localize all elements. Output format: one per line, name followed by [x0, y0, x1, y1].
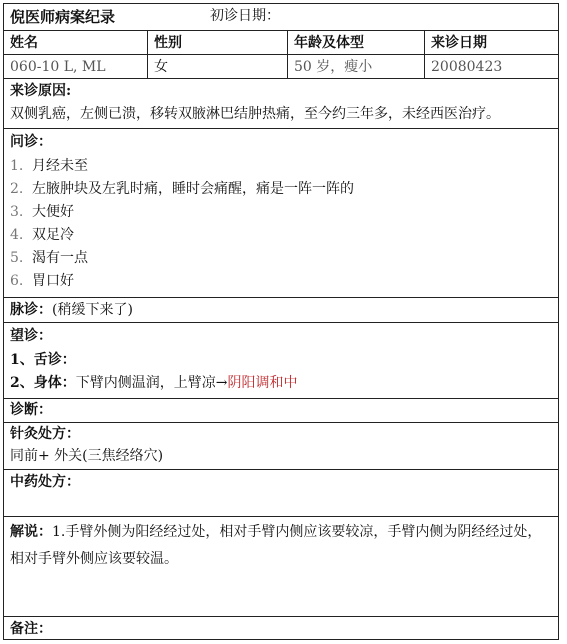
- inquiry-item-number: 1.: [10, 158, 24, 174]
- pulse-label: 脉诊：: [10, 302, 52, 318]
- inquiry-item: [4, 224, 558, 247]
- inquiry-label: 问诊：: [10, 134, 52, 150]
- inquiry-item: [4, 201, 558, 224]
- inspection-label: 望诊：: [10, 328, 52, 344]
- herbal-section: [4, 469, 558, 516]
- case-record-sheet: [3, 3, 559, 640]
- inquiry-item: [4, 155, 558, 178]
- inquiry-item-text: 左腋肿块及左乳时痛，睡时会痛醒，痛是一阵一阵的: [32, 181, 354, 197]
- explanation-label: 解说：: [10, 524, 52, 540]
- inquiry-item: [4, 178, 558, 201]
- patient-table-values: [4, 54, 558, 78]
- remarks-section: [4, 616, 558, 639]
- inspection-section: [4, 322, 558, 398]
- inquiry-item-text: 渴有一点: [32, 250, 88, 266]
- inquiry-item-text: 双足冷: [32, 227, 74, 243]
- pulse-line: [4, 298, 558, 322]
- diagnosis-label: 诊断：: [10, 402, 52, 418]
- header-age-build: 年龄及体型: [287, 31, 424, 54]
- inquiry-item-text: 大便好: [32, 204, 74, 220]
- remarks-label: 备注：: [10, 621, 52, 637]
- explanation-section: [4, 516, 558, 616]
- inquiry-item: [4, 247, 558, 270]
- value-sex: 女: [147, 55, 287, 78]
- header-name: 姓名: [10, 35, 38, 51]
- inquiry-item: [4, 270, 558, 293]
- body-inspection-line: [4, 372, 558, 395]
- inquiry-item-text: 胃口好: [32, 273, 74, 289]
- record-title: 倪医师病案纪录: [10, 8, 116, 26]
- inquiry-item-text: 月经未至: [32, 158, 88, 174]
- pulse-section: [4, 297, 558, 322]
- explanation-paragraph: [4, 517, 558, 575]
- first-visit-date-label: 初诊日期：: [210, 8, 280, 24]
- diagnosis-section: [4, 398, 558, 422]
- herbal-label: 中药处方：: [10, 474, 80, 490]
- header-visit-date: 来诊日期: [424, 31, 558, 54]
- body-text: 下臂内侧温润，上臂凉: [75, 375, 216, 391]
- inquiry-item-number: 3.: [10, 204, 24, 220]
- reason-section: [4, 78, 558, 128]
- inquiry-item-number: 5.: [10, 250, 24, 266]
- inquiry-item-number: 4.: [10, 227, 24, 243]
- inquiry-item-number: 6.: [10, 273, 24, 289]
- balance-conclusion: 阴阳调和中: [227, 375, 298, 391]
- inquiry-item-number: 2.: [10, 181, 24, 197]
- acupuncture-text: 同前+ 外关(三焦经络穴): [10, 448, 164, 464]
- reason-label: 来诊原因:: [10, 83, 72, 99]
- acupuncture-label: 针灸处方：: [10, 426, 80, 442]
- title-row: [4, 4, 558, 30]
- pulse-text: (稍缓下来了): [52, 302, 133, 318]
- inquiry-section: [4, 128, 558, 297]
- explanation-text: 1.手臂外侧为阳经经过处，相对手臂内侧应该要较凉，手臂内侧为阴经经过处，相对手臂外侧应该要较温。: [10, 524, 542, 567]
- arrow-right-icon: →: [215, 375, 228, 391]
- value-name: 060-10 L, ML: [10, 59, 106, 75]
- tongue-label: 1、舌诊：: [10, 352, 76, 368]
- acupuncture-section: [4, 422, 558, 469]
- body-label: 2、身体：: [10, 375, 76, 391]
- value-visit-date: 20080423: [424, 55, 558, 78]
- value-age-build: 50 岁，瘦小: [287, 55, 424, 78]
- header-sex: 性别: [147, 31, 287, 54]
- reason-text: 双侧乳癌，左侧已溃，移转双腋淋巴结肿热痛，至今约三年多，未经西医治疗。: [10, 106, 500, 122]
- patient-table-header: [4, 30, 558, 54]
